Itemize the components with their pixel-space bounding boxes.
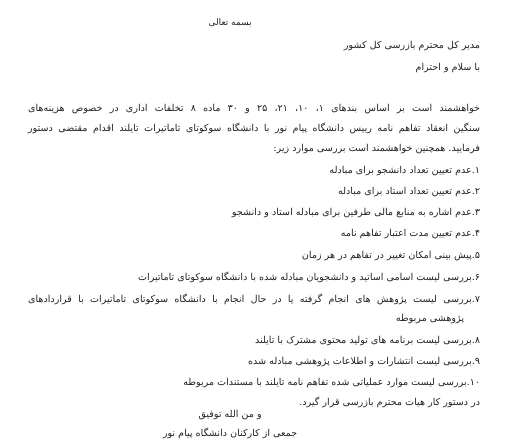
list-item: ۶.بررسی لیست اسامی اساتید و دانشجویان مبادله شده با دانشگاه سوکوتای تاماتیرات — [138, 272, 480, 283]
letter-recipient: مدیر کل محترم بازرسی کل کشور — [343, 40, 480, 51]
list-item-continuation: پژوهشی مربوطه — [395, 313, 464, 324]
letter-greeting: با سلام و احترام — [415, 62, 480, 73]
list-item: ۷.بررسی لیست پژوهش های انجام گرفته یا در حال انجام با دانشگاه سوکوتای تاماتیرات با قراردادهای — [28, 294, 480, 305]
paragraph-line: سنگین انعقاد تفاهم نامه رییس دانشگاه پیام نور با دانشگاه سوکوتای تاماتیرات تایلند اقدام مقتضی دستور — [28, 123, 480, 134]
letter-heading-bismillah: بسمه تعالی — [208, 18, 252, 28]
paragraph-line: خواهشمند است بر اساس بندهای ۱، ۱۰، ۲۱، ۲۵ و ۳۰ ماده ۸ تخلفات اداری در خصوص هزینه‌های — [28, 103, 480, 114]
paragraph-line: فرمایید. همچنین خواهشمند است بررسی موارد زیر: — [273, 143, 480, 154]
list-item: ۴.عدم تعیین مدت اعتبار تفاهم نامه — [340, 228, 480, 239]
list-item: ۵.پیش بینی امکان تغییر در تفاهم در هر زمان — [301, 250, 480, 261]
letter-signature: جمعی از کارکنان دانشگاه پیام نور — [162, 428, 298, 439]
closing-phrase: و من الله توفیق — [198, 409, 262, 420]
list-item: ۸.بررسی لیست برنامه های تولید محتوی مشترک با تایلند — [255, 335, 480, 346]
list-item: ۱۰.بررسی لیست موارد عملیاتی شده تفاهم نامه تایلند با مستندات مربوطه — [183, 377, 480, 388]
list-item: ۳.عدم اشاره به منابع مالی طرفین برای مبادله استاد و دانشجو — [231, 207, 480, 218]
list-item: ۲.عدم تعیین تعداد استاد برای مبادله — [337, 186, 480, 197]
list-item: ۹.بررسی لیست انتشارات و اطلاعات پژوهشی مبادله شده — [248, 356, 480, 367]
list-item: ۱.عدم تعیین تعداد دانشجو برای مبادله — [329, 165, 480, 176]
closing-request: در دستور کار هیات محترم بازرسی قرار گیرد. — [299, 397, 480, 408]
